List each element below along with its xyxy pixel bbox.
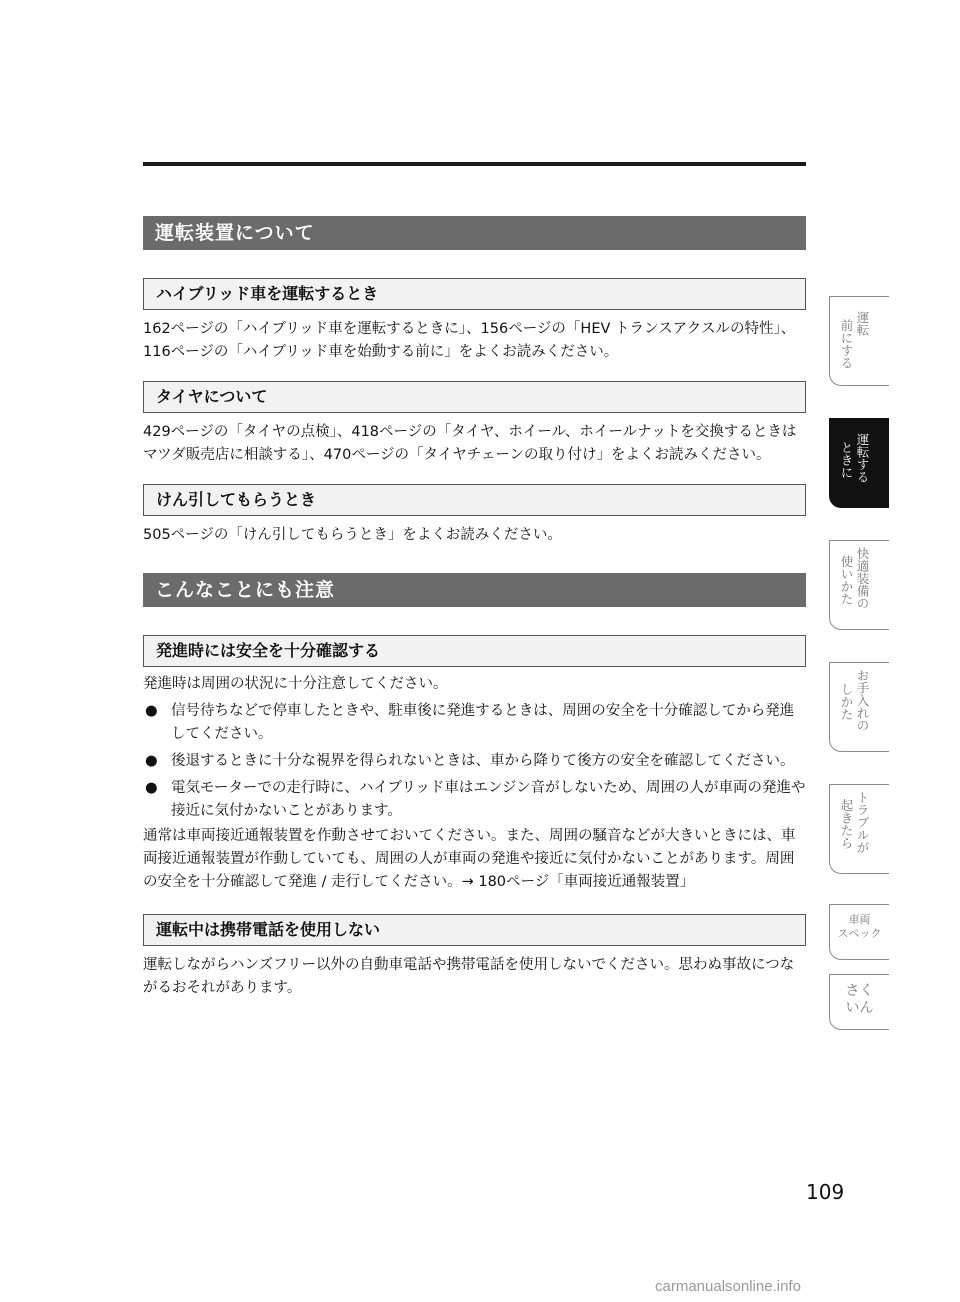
- page-number: 109: [806, 1180, 845, 1204]
- text-mobile-phone: 運転しながらハンズフリー以外の自動車電話や携帯電話を使用しないでください。思わぬ事故につながるおそれがあります。: [143, 957, 795, 996]
- subhead-towing: けん引してもらうとき: [143, 484, 806, 516]
- bullet-mark: ●: [145, 703, 158, 719]
- tab-label: 快適装備の: [855, 547, 870, 610]
- tab-before-driving[interactable]: [829, 296, 889, 386]
- tab-label: 車両: [848, 913, 871, 926]
- tab-label: お手入れの: [855, 669, 870, 732]
- tab-label: 前にする: [839, 319, 854, 369]
- subhead-tires: タイヤについて: [143, 381, 806, 413]
- tab-index[interactable]: [829, 974, 889, 1030]
- bullet-mark: ●: [145, 753, 158, 769]
- text-tires: 429ページの「タイヤの点検」、418ページの「タイヤ、ホイール、ホイールナットを交換するときはマツダ販売店に相談する」、470ページの「タイヤチェーンの取り付け」をよくお読みください。: [143, 424, 797, 463]
- bullet-text: 後退するときに十分な視界を得られないときは、車から降りて後方の安全を確認してください。: [171, 753, 795, 769]
- watermark: carmanualsonline.info: [655, 1278, 801, 1295]
- tab-label: しかた: [839, 683, 854, 721]
- bullet-item: [143, 777, 806, 823]
- tab-label: さく: [845, 983, 874, 999]
- tab-vehicle-specs[interactable]: [829, 904, 889, 960]
- subhead-mobile-phone: 運転中は携帯電話を使用しない: [143, 914, 806, 946]
- subhead-start-safety: 発進時には安全を十分確認する: [143, 635, 806, 667]
- tab-label: トラブルが: [855, 791, 870, 854]
- tab-label: 運転する: [855, 433, 870, 483]
- tab-label: いん: [845, 1000, 874, 1016]
- bullet-item: [143, 700, 806, 746]
- tab-label: 運転: [855, 311, 870, 336]
- tab-label: スペック: [837, 927, 882, 940]
- tab-comfort-equipment[interactable]: [829, 540, 889, 630]
- text-approach-warning-note: 通常は車両接近通報装置を作動させておいてください。また、周囲の騒音などが大きいときには、車両接近通報装置が作動していても、周囲の人が車両の発進や接近に気付かないことがあります。周囲の安全を十分確認して発進 / 走行してください。→ 180ページ「車両接近通報装置」: [143, 828, 796, 890]
- tab-when-driving[interactable]: [829, 418, 889, 508]
- bullet-text: 信号待ちなどで停車したときや、駐車後に発進するときは、周囲の安全を十分確認してから発進してください。: [171, 703, 795, 742]
- tab-troubleshooting[interactable]: [829, 784, 889, 874]
- tab-label: ときに: [839, 441, 854, 479]
- subhead-hybrid-driving: ハイブリッド車を運転するとき: [143, 278, 806, 310]
- text-hybrid-driving: 162ページの「ハイブリッド車を運転するときに」、156ページの「HEV トランスアクスルの特性」、116ページの「ハイブリッド車を始動する前に」をよくお読みください。: [143, 321, 796, 360]
- tab-label: 起きたら: [839, 799, 854, 849]
- text-start-safety: 発進時は周囲の状況に十分注意してください。: [143, 676, 448, 692]
- tab-maintenance[interactable]: [829, 662, 889, 752]
- bullet-text: 電気モーターでの走行時に、ハイブリッド車はエンジン音がしないため、周囲の人が車両の発進や接近に気付かないことがあります。: [171, 780, 806, 819]
- tab-label: 使いかた: [839, 555, 854, 605]
- section-title-cautions: こんなことにも注意: [143, 573, 806, 607]
- bullet-item: [143, 750, 806, 773]
- section-title-driving-devices: 運転装置について: [143, 216, 806, 250]
- text-towing: 505ページの「けん引してもらうとき」をよくお読みください。: [143, 527, 562, 543]
- bullet-mark: ●: [145, 780, 158, 796]
- main-content: [143, 216, 806, 1000]
- top-rule: [143, 162, 806, 166]
